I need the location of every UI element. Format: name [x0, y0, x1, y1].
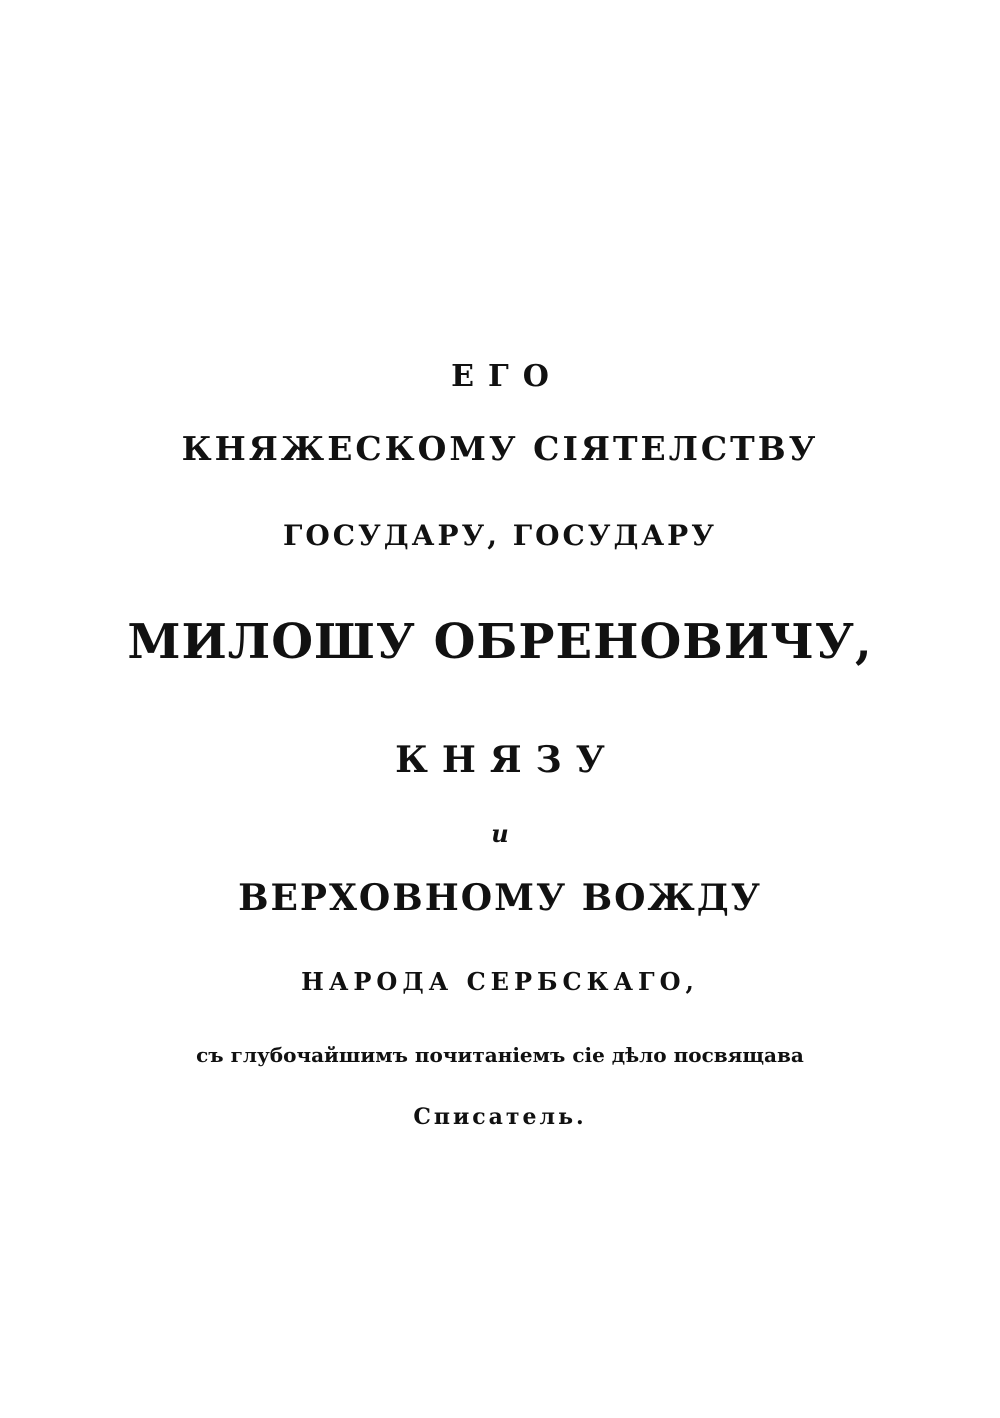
- dedication-line-title: КНЯЖЕСКОМУ СІЯТЕЛСТВУ: [181, 429, 819, 468]
- dedication-line-supreme-leader: ВЕРХОВНОМУ ВОЖДУ: [238, 877, 762, 919]
- dedication-line-name: МИЛОШУ ОБРЕНОВИЧУ,: [127, 614, 873, 670]
- dedication-line-and: и: [491, 819, 509, 848]
- dedication-line-statement: съ глубочайшимъ почитаніемъ сіе дѣло посвящава: [196, 1043, 804, 1067]
- dedication-line-people: НАРОДА СЕРБСКАГО,: [301, 967, 699, 996]
- dedication-line-author: Списатель.: [413, 1104, 587, 1130]
- dedication-line-ego: ЕГО: [451, 359, 563, 394]
- dedication-line-prince: КНЯЗУ: [395, 739, 619, 781]
- dedication-line-sovereign: ГОСУДАРУ, ГОСУДАРУ: [283, 519, 717, 552]
